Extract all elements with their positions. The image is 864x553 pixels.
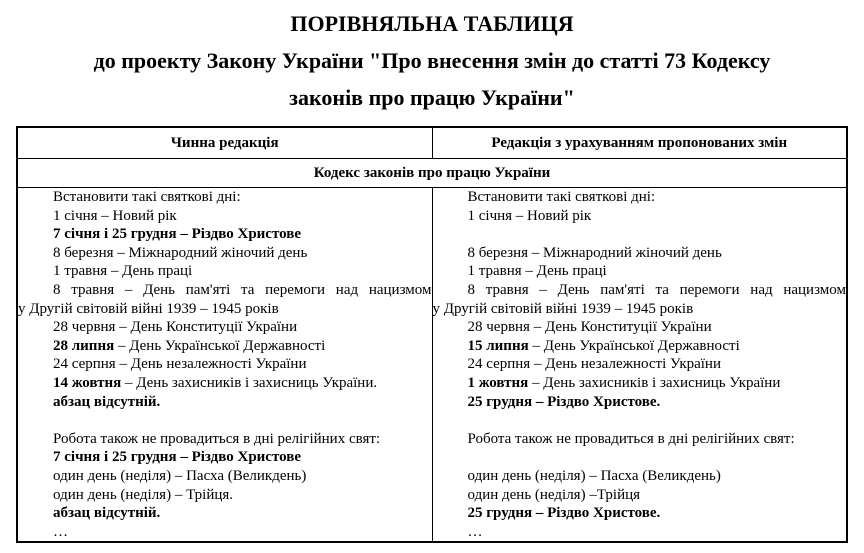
column-header-proposed-edition: Редакція з урахуванням пропонованих змін xyxy=(432,127,847,159)
text-line: один день (неділя) – Трійця. xyxy=(53,486,234,503)
current-edition-cell xyxy=(17,188,432,543)
text-line: 24 серпня – День незалежності України xyxy=(53,356,307,373)
proposed-edition-cell xyxy=(432,188,847,543)
blank-line xyxy=(18,411,432,430)
text-line: … xyxy=(467,523,483,540)
text-line: Встановити такі святкові дні: xyxy=(53,189,241,205)
text-line: у Другій світовій війні 1939 – 1945 років xyxy=(18,300,279,317)
text-line: 25 грудня – Різдво Христове. xyxy=(467,505,661,522)
text-line: 28 червня – День Конституції України xyxy=(467,319,712,336)
text-line: 7 січня і 25 грудня – Різдво Христове xyxy=(53,226,302,243)
text-line: 24 серпня – День незалежності України xyxy=(467,356,721,373)
blank-line xyxy=(433,411,847,430)
text-line: 1 травня – День праці xyxy=(467,263,607,280)
text-line: абзац відсутній. xyxy=(53,505,161,522)
document-title-line-3: законів про працю України" xyxy=(289,85,575,110)
column-header-current-edition: Чинна редакція xyxy=(17,127,432,159)
text-line: 15 липня – День Української Державності xyxy=(467,337,740,354)
text-line: 1 жовтня – День захисників і захисниць України xyxy=(467,374,781,391)
section-header: Кодекс законів про працю України xyxy=(17,159,847,188)
text-line: у Другій світовій війні 1939 – 1945 років xyxy=(432,300,694,317)
text-line: абзац відсутній. xyxy=(53,393,161,410)
text-line: 28 липня – День Української Державності xyxy=(53,337,326,354)
text-line: 28 червня – День Конституції України xyxy=(53,319,298,336)
text-line: 1 січня – Новий рік xyxy=(467,207,592,224)
document-title-line-2: до проекту Закону України "Про внесення змін до статті 73 Кодексу xyxy=(93,48,771,73)
text-line: … xyxy=(53,523,68,540)
text-line: 8 березня – Міжнародний жіночий день xyxy=(467,244,722,261)
text-line: один день (неділя) –Трійця xyxy=(467,486,641,503)
text-line: 8 березня – Міжнародний жіночий день xyxy=(53,244,308,261)
text-line: 7 січня і 25 грудня – Різдво Христове xyxy=(53,449,302,466)
text-line: 1 січня – Новий рік xyxy=(53,207,177,224)
table-header-row xyxy=(17,127,847,159)
section-header-row xyxy=(17,159,847,188)
text-line: Встановити такі святкові дні: xyxy=(467,189,656,205)
text-line: 8 травня – День пам'яті та перемоги над нацизмом xyxy=(53,281,432,298)
text-line: 14 жовтня – День захисників і захисниць України. xyxy=(53,374,378,391)
text-line: один день (неділя) – Пасха (Великдень) xyxy=(53,467,307,484)
comparison-table xyxy=(16,126,848,543)
text-line: 8 травня – День пам'яті та перемоги над нацизмом xyxy=(467,281,846,298)
blank-line xyxy=(433,225,847,244)
text-line: 25 грудня – Різдво Христове. xyxy=(467,393,661,410)
document-title-line-1: ПОРІВНЯЛЬНА ТАБЛИЦЯ xyxy=(290,11,574,36)
text-line: Робота також не провадиться в дні релігійних свят: xyxy=(467,430,795,447)
text-line: 1 травня – День праці xyxy=(53,263,193,280)
table-body-row xyxy=(17,188,847,543)
text-line: Робота також не провадиться в дні релігійних свят: xyxy=(53,430,381,447)
blank-line xyxy=(433,448,847,467)
document-title xyxy=(0,5,864,116)
text-line: один день (неділя) – Пасха (Великдень) xyxy=(467,467,721,484)
